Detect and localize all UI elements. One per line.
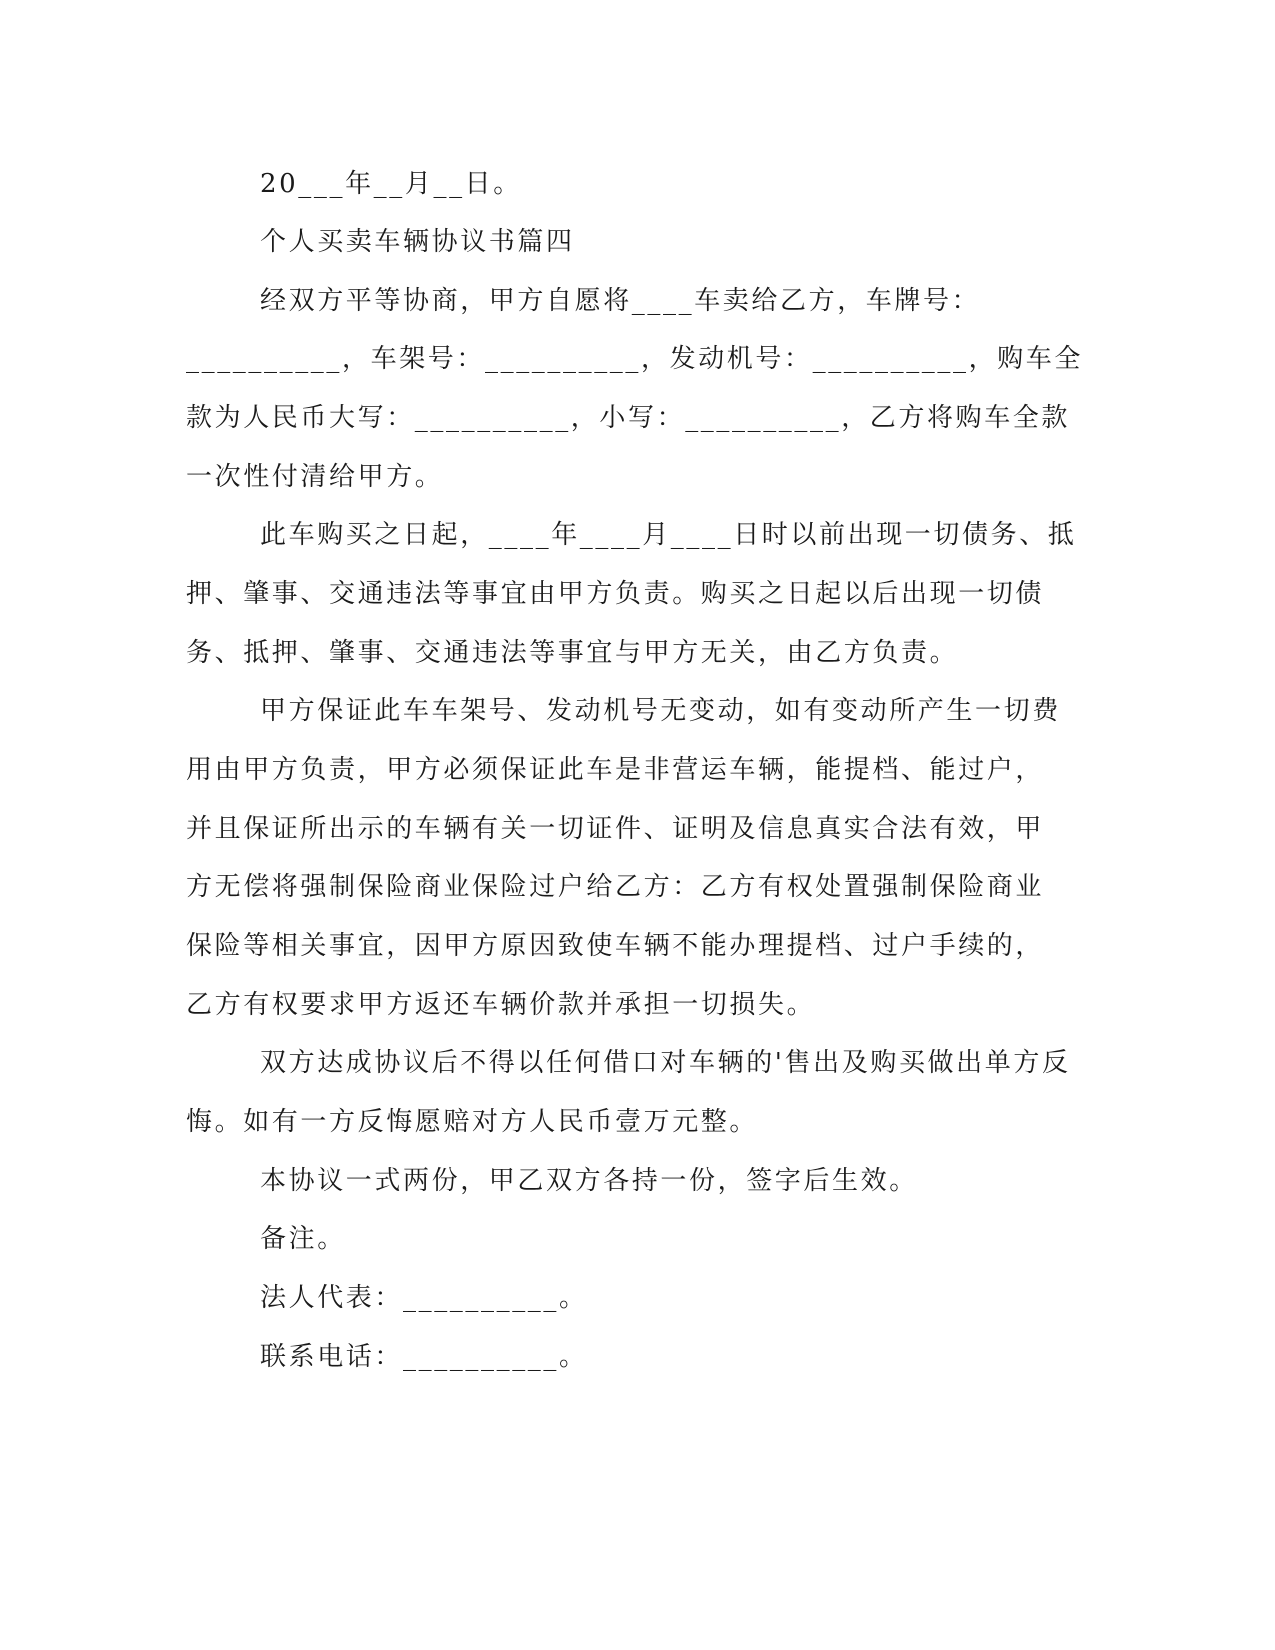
paragraph-line: 保险等相关事宜，因甲方原因致使车辆不能办理提档、过户手续的，: [186, 931, 1045, 961]
paragraph-line: 此车购买之日起，____年____月____日时以前出现一切债务、抵: [260, 520, 1077, 550]
paragraph-line: 悔。如有一方反悔愿赔对方人民币壹万元整。: [186, 1107, 759, 1137]
paragraph-line: 款为人民币大写：__________，小写：__________，乙方将购车全款: [186, 403, 1071, 433]
paragraph-line: 本协议一式两份，甲乙双方各持一份，签字后生效。: [260, 1166, 918, 1196]
paragraph-line: 务、抵押、肇事、交通违法等事宜与甲方无关，由乙方负责。: [186, 638, 959, 668]
paragraph-line: 用由甲方负责，甲方必须保证此车是非营运车辆，能提档、能过户，: [186, 755, 1045, 785]
date-line: 20___年__月__日。: [260, 169, 522, 199]
paragraph-line: 乙方有权要求甲方返还车辆价款并承担一切损失。: [186, 990, 816, 1020]
paragraph-line: 经双方平等协商，甲方自愿将____车卖给乙方，车牌号：: [260, 286, 981, 316]
paragraph-line: __________，车架号：__________，发动机号：__________，购车全: [186, 344, 1084, 374]
paragraph-line: 并且保证所出示的车辆有关一切证件、证明及信息真实合法有效，甲: [186, 814, 1045, 844]
remarks-line: 备注。: [260, 1224, 346, 1254]
paragraph-line: 甲方保证此车车架号、发动机号无变动，如有变动所产生一切费: [260, 696, 1061, 726]
paragraph-line: 双方达成协议后不得以任何借口对车辆的'售出及购买做出单方反: [260, 1048, 1071, 1078]
legal-representative-line: 法人代表：__________。: [260, 1283, 588, 1313]
paragraph-line: 方无偿将强制保险商业保险过户给乙方：乙方有权处置强制保险商业: [186, 872, 1045, 902]
section-title: 个人买卖车辆协议书篇四: [260, 227, 575, 257]
paragraph-line: 一次性付清给甲方。: [186, 462, 444, 492]
paragraph-line: 押、肇事、交通违法等事宜由甲方负责。购买之日起以后出现一切债: [186, 579, 1045, 609]
contact-phone-line: 联系电话：__________。: [260, 1342, 588, 1372]
